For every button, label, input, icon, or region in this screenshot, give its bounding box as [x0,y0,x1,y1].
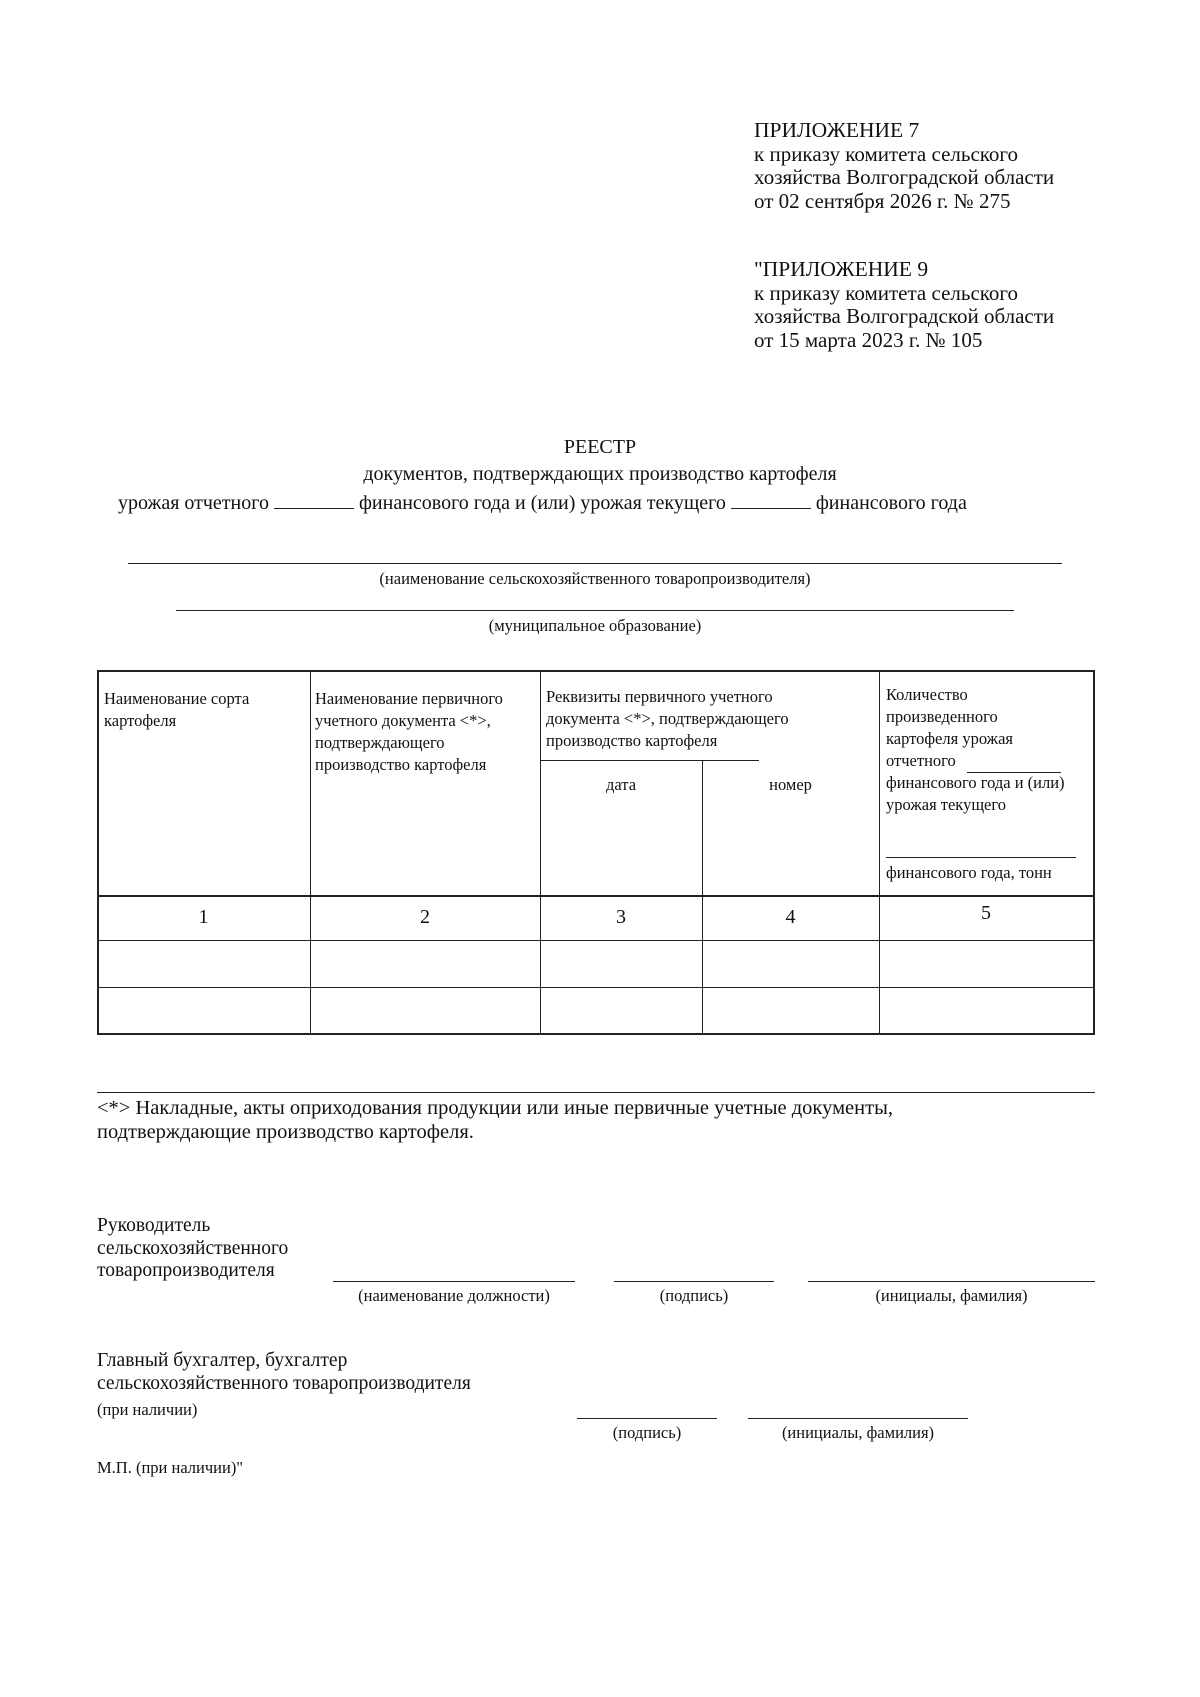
col4-header: номер [769,775,812,794]
col-number-3: 3 [616,906,626,928]
reporting-year-blank[interactable] [274,490,354,509]
document-subtitle-line3 [118,490,967,515]
appendix9-block [754,258,1054,352]
subtitle-part1: урожая отчетного [118,492,269,514]
col2-header: Наименование первичного учетного документа <*>, подтверждающего производство картофеля [315,689,503,774]
subtitle-part3: финансового года [815,492,967,514]
current-year-blank[interactable] [731,490,811,509]
footnote-line2: подтверждающие производство картофеля. [97,1121,474,1143]
appendix7-line2: хозяйства Волгоградской области [754,165,1055,189]
accountant-signature-caption: (подпись) [612,1423,682,1442]
appendix7-block [754,119,1054,213]
head-line2: сельскохозяйственного [97,1237,289,1259]
municipality-caption: (муниципальное образование) [488,616,702,635]
col-number-1: 1 [198,906,209,928]
stamp-note: М.П. (при наличии)" [97,1458,244,1477]
col-number-5: 5 [981,902,991,924]
head-position-caption: (наименование должности) [358,1286,550,1305]
producer-caption: (наименование сельскохозяйственного товаропроизводителя) [379,569,811,588]
accountant-name-caption: (инициалы, фамилия) [781,1423,935,1442]
col1-header: Наименование сорта картофеля [104,689,250,730]
accountant-signature-label [97,1350,471,1395]
head-signature-field[interactable] [614,1281,774,1282]
registry-table [97,670,1095,1035]
col5-header-b: финансового года и (или) урожая текущего [886,773,1065,814]
appendix9-line3: от 15 марта 2023 г. № 105 [754,327,983,352]
head-line3: товаропроизводителя [97,1260,275,1281]
appendix7-line3: от 02 сентября 2026 г. № 275 [754,188,1011,213]
head-line1: Руководитель [97,1215,211,1236]
col-number-2: 2 [420,906,430,928]
appendix9-line1: к приказу комитета сельского [754,280,1019,305]
accountant-note: (при наличии) [97,1400,198,1419]
accountant-name-field[interactable] [748,1418,968,1419]
producer-name-field[interactable] [128,563,1062,564]
appendix7-line1: к приказу комитета сельского [754,141,1019,166]
accountant-line1: Главный бухгалтер, бухгалтер [97,1350,348,1371]
head-position-field[interactable] [333,1281,575,1282]
appendix7-title: ПРИЛОЖЕНИЕ 7 [754,118,920,142]
col-number-4: 4 [785,906,796,928]
head-signature-label [97,1215,288,1283]
head-signature-caption: (подпись) [659,1286,729,1305]
table-row[interactable] [97,941,1095,987]
col3-header: дата [605,775,637,794]
municipality-field[interactable] [176,610,1014,611]
col5-header-c: финансового года, тонн [886,863,1052,882]
head-name-field[interactable] [808,1281,1095,1282]
col5-current-year-blank[interactable] [886,857,1076,858]
appendix9-title: "ПРИЛОЖЕНИЕ 9 [754,257,929,281]
head-name-caption: (инициалы, фамилия) [875,1286,1028,1305]
footnote [97,1096,893,1144]
subtitle-part2: финансового года и (или) урожая текущего [358,492,726,514]
document-subtitle: документов, подтверждающих производство картофеля [363,463,837,485]
accountant-line2: сельскохозяйственного товаропроизводителя [97,1372,471,1394]
appendix9-line2: хозяйства Волгоградской области [754,304,1055,328]
table-row[interactable] [97,988,1095,1033]
accountant-signature-field[interactable] [577,1418,717,1419]
document-title: РЕЕСТР [563,436,637,458]
footnote-line1: <*> Накладные, акты оприходования продукции или иные первичные учетные документы, [97,1097,893,1119]
footnote-separator [97,1092,1095,1093]
col5-header-a: Количество произведенного картофеля урожая отчетного [886,685,1013,770]
col34-header: Реквизиты первичного учетного документа <*>, подтверждающего производство картофеля [546,687,789,750]
